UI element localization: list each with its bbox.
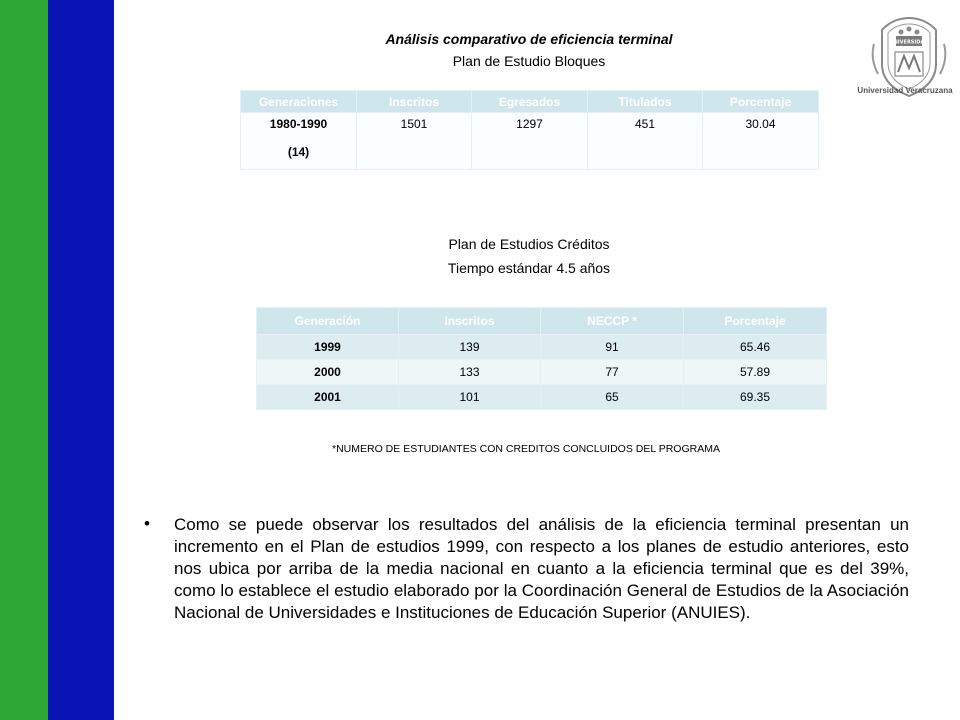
cell-generacion — [241, 113, 357, 170]
cell-generacion: 2001 — [257, 385, 399, 410]
left-green-stripe — [0, 0, 48, 720]
logo-caption: Universidad Veracruzana — [857, 86, 953, 95]
header-inscritos: Inscritos — [399, 308, 541, 335]
cell-porcentaje: 30.04 — [703, 113, 819, 170]
table-row — [257, 360, 827, 385]
section-title: Plan de Estudios Créditos — [448, 236, 610, 252]
cell-porcentaje: 65.46 — [684, 335, 827, 360]
header-generacion: Generación — [257, 308, 399, 335]
cell-generacion-count: (14) — [287, 145, 310, 159]
table-header-row — [257, 308, 827, 335]
footnote: *NUMERO DE ESTUDIANTES CON CREDITOS CONCLUIDOS DEL PROGRAMA — [332, 443, 720, 455]
cell-titulados: 451 — [588, 113, 703, 170]
cell-generacion: 1999 — [257, 335, 399, 360]
cell-porcentaje: 69.35 — [684, 385, 827, 410]
cell-porcentaje: 57.89 — [684, 360, 827, 385]
cell-generacion: 2000 — [257, 360, 399, 385]
cell-neccp: 65 — [541, 385, 684, 410]
cell-neccp: 77 — [541, 360, 684, 385]
header-inscritos: Inscritos — [357, 91, 472, 113]
cell-neccp: 91 — [541, 335, 684, 360]
cell-inscritos: 101 — [399, 385, 541, 410]
table-row — [257, 385, 827, 410]
header-porcentaje: Porcentaje — [684, 308, 827, 335]
left-blue-stripe — [48, 0, 114, 720]
header-generaciones: Generaciones — [241, 91, 357, 113]
header-egresados: Egresados — [472, 91, 588, 113]
table-row — [257, 335, 827, 360]
page-title: Análisis comparativo de eficiencia terminal — [385, 31, 673, 47]
bullet-marker: • — [144, 514, 150, 533]
cell-inscritos: 139 — [399, 335, 541, 360]
cell-egresados: 1297 — [472, 113, 588, 170]
header-titulados: Titulados — [588, 91, 703, 113]
header-neccp: NECCP * — [541, 308, 684, 335]
table-plan-bloques — [240, 90, 819, 170]
header-porcentaje: Porcentaje — [703, 91, 819, 113]
page-subtitle: Plan de Estudio Bloques — [452, 53, 606, 69]
table-row — [241, 113, 819, 170]
cell-inscritos: 133 — [399, 360, 541, 385]
cell-generacion-years: 1980-1990 — [269, 117, 328, 131]
table-plan-creditos — [256, 307, 827, 410]
conclusion-paragraph: Como se puede observar los resultados del análisis de la eficiencia terminal presentan un incremento en el Plan de estudios 1999, con respecto a los planes de estudio anteriores, esto nos ubica por arriba de la media nacional en cuanto a la eficiencia terminal que es del 39%, como lo establece el estudio elaborado por la Coordinación General de Estudios de la Asociación Nacional de Universidades e Instituciones de Educación Superior (ANUIES). — [174, 515, 909, 622]
section-subtitle: Tiempo estándar 4.5 años — [447, 260, 611, 276]
table-header-row — [241, 91, 819, 113]
cell-inscritos: 1501 — [357, 113, 472, 170]
svg-text:UNIVERSIDAD: UNIVERSIDAD — [889, 39, 929, 46]
